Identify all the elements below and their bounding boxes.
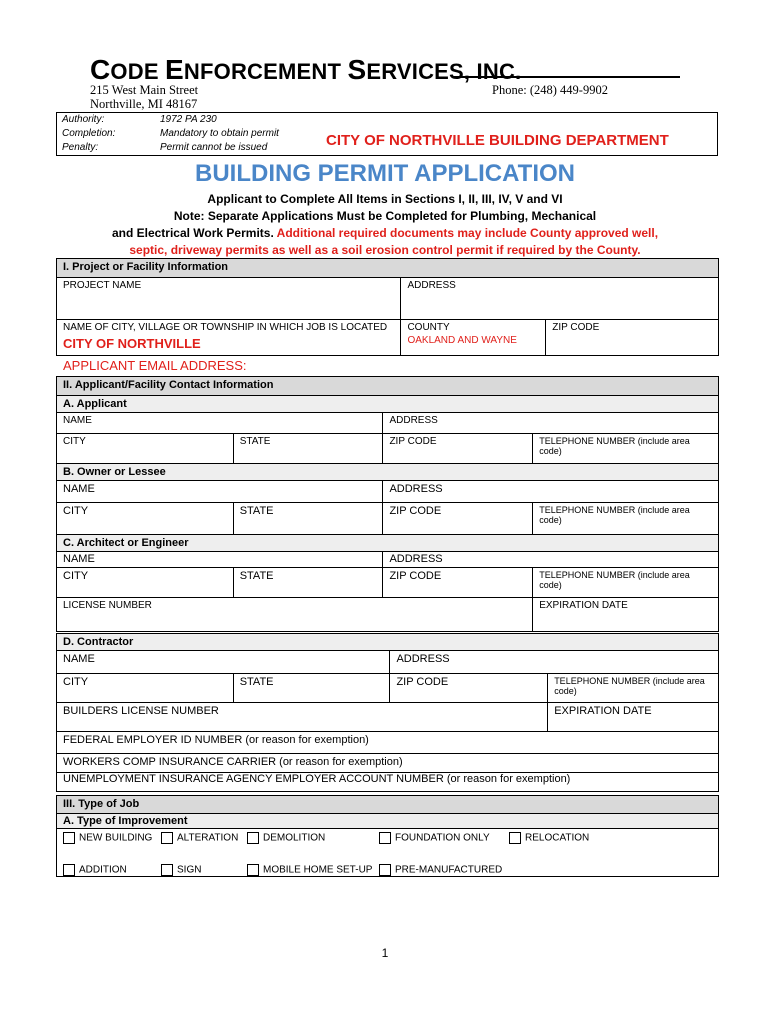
intro-line-4: septic, driveway permits as well as a soil erosion control permit if required by the County. xyxy=(129,243,641,257)
company-phone: Phone: (248) 449-9902 xyxy=(492,83,608,97)
applicant-name-field[interactable]: NAME xyxy=(57,413,383,434)
contractor-address-field[interactable]: ADDRESS xyxy=(390,651,719,674)
page-number: 1 xyxy=(381,946,389,960)
foundation-only-checkbox[interactable] xyxy=(379,832,391,844)
section-3-title: III. Type of Job xyxy=(57,796,719,814)
improvement-subtitle: A. Type of Improvement xyxy=(57,814,719,829)
architect-phone-field[interactable]: TELEPHONE NUMBER (include area code) xyxy=(533,568,719,598)
option-alteration[interactable]: ALTERATION xyxy=(161,832,238,844)
option-addition[interactable]: ADDITION xyxy=(63,864,127,876)
zip-field[interactable]: ZIP CODE xyxy=(546,320,719,356)
architect-city-field[interactable]: CITY xyxy=(57,568,234,598)
addition-checkbox[interactable] xyxy=(63,864,75,876)
intro-line-3: and Electrical Work Permits. Additional required documents may include County approved well, xyxy=(111,226,659,240)
contractor-subtitle: D. Contractor xyxy=(57,634,719,651)
county-value: OAKLAND AND WAYNE xyxy=(407,335,517,346)
section-2-table xyxy=(56,376,719,632)
page-title: BUILDING PERMIT APPLICATION xyxy=(195,160,575,187)
contractor-name-field[interactable]: NAME xyxy=(57,651,390,674)
intro-line-1: Applicant to Complete All Items in Sections I, II, III, IV, V and VI xyxy=(207,192,563,206)
applicant-state-field[interactable]: STATE xyxy=(233,434,383,464)
department-title: CITY OF NORTHVILLE BUILDING DEPARTMENT xyxy=(326,132,669,149)
intro-line-2: Note: Separate Applications Must be Completed for Plumbing, Mechanical xyxy=(173,209,597,223)
contractor-expiration-field[interactable]: EXPIRATION DATE xyxy=(548,703,719,732)
pre-manufactured-checkbox[interactable] xyxy=(379,864,391,876)
penalty-label: Penalty: xyxy=(62,142,99,153)
architect-expiration-field[interactable]: EXPIRATION DATE xyxy=(533,598,719,632)
section-1-title: I. Project or Facility Information xyxy=(57,259,719,278)
completion-label: Completion: xyxy=(62,128,116,139)
project-address-field[interactable]: ADDRESS xyxy=(401,278,719,320)
owner-address-field[interactable]: ADDRESS xyxy=(383,481,719,503)
contractor-city-field[interactable]: CITY xyxy=(57,674,234,703)
authority-label: Authority: xyxy=(62,114,105,125)
architect-name-field[interactable]: NAME xyxy=(57,552,383,568)
option-mobile-home[interactable]: MOBILE HOME SET-UP xyxy=(247,864,372,876)
relocation-checkbox[interactable] xyxy=(509,832,521,844)
mobile-home-checkbox[interactable] xyxy=(247,864,259,876)
owner-state-field[interactable]: STATE xyxy=(233,503,383,535)
applicant-phone-field[interactable]: TELEPHONE NUMBER (include area code) xyxy=(533,434,719,464)
architect-state-field[interactable]: STATE xyxy=(233,568,383,598)
alteration-checkbox[interactable] xyxy=(161,832,173,844)
county-label: COUNTY xyxy=(407,322,450,333)
applicant-subtitle: A. Applicant xyxy=(57,396,719,413)
architect-zip-field[interactable]: ZIP CODE xyxy=(383,568,533,598)
penalty-value: Permit cannot be issued xyxy=(160,142,268,153)
sign-checkbox[interactable] xyxy=(161,864,173,876)
option-sign[interactable]: SIGN xyxy=(161,864,201,876)
unemployment-field[interactable]: UNEMPLOYMENT INSURANCE AGENCY EMPLOYER ACCOUNT NUMBER (or reason for exemption) xyxy=(57,773,719,792)
option-relocation[interactable]: RELOCATION xyxy=(509,832,589,844)
new-building-checkbox[interactable] xyxy=(63,832,75,844)
architect-subtitle: C. Architect or Engineer xyxy=(57,535,719,552)
owner-zip-field[interactable]: ZIP CODE xyxy=(383,503,533,535)
completion-value: Mandatory to obtain permit xyxy=(160,128,279,139)
architect-license-field[interactable]: LICENSE NUMBER xyxy=(57,598,533,632)
owner-phone-field[interactable]: TELEPHONE NUMBER (include area code) xyxy=(533,503,719,535)
applicant-email-field[interactable]: APPLICANT EMAIL ADDRESS: xyxy=(57,356,719,377)
contractor-zip-field[interactable]: ZIP CODE xyxy=(390,674,548,703)
header-rule xyxy=(452,76,680,78)
section-1-table xyxy=(56,258,719,377)
city-field[interactable] xyxy=(57,320,401,356)
demolition-checkbox[interactable] xyxy=(247,832,259,844)
authority-value: 1972 PA 230 xyxy=(160,114,217,125)
section-2-title: II. Applicant/Facility Contact Information xyxy=(57,377,719,396)
federal-id-field[interactable]: FEDERAL EMPLOYER ID NUMBER (or reason for exemption) xyxy=(57,732,719,754)
owner-name-field[interactable]: NAME xyxy=(57,481,383,503)
option-new-building[interactable]: NEW BUILDING xyxy=(63,832,152,844)
project-name-field[interactable]: PROJECT NAME xyxy=(57,278,401,320)
company-city: Northville, MI 48167 xyxy=(90,97,198,111)
contractor-table xyxy=(56,633,719,792)
option-foundation-only[interactable]: FOUNDATION ONLY xyxy=(379,832,490,844)
company-name: CODE ENFORCEMENT SERVICES, INC. xyxy=(90,54,522,85)
contractor-phone-field[interactable]: TELEPHONE NUMBER (include area code) xyxy=(548,674,719,703)
company-street: 215 West Main Street xyxy=(90,83,199,97)
owner-city-field[interactable]: CITY xyxy=(57,503,234,535)
option-pre-manufactured[interactable]: PRE-MANUFACTURED xyxy=(379,864,502,876)
improvement-options xyxy=(57,829,719,877)
section-3-table xyxy=(56,795,719,877)
architect-address-field[interactable]: ADDRESS xyxy=(383,552,719,568)
contractor-state-field[interactable]: STATE xyxy=(233,674,390,703)
city-label: NAME OF CITY, VILLAGE OR TOWNSHIP IN WHICH JOB IS LOCATED xyxy=(63,322,388,333)
workers-comp-field[interactable]: WORKERS COMP INSURANCE CARRIER (or reason for exemption) xyxy=(57,754,719,773)
builders-license-field[interactable]: BUILDERS LICENSE NUMBER xyxy=(57,703,548,732)
option-demolition[interactable]: DEMOLITION xyxy=(247,832,325,844)
owner-subtitle: B. Owner or Lessee xyxy=(57,464,719,481)
applicant-city-field[interactable]: CITY xyxy=(57,434,234,464)
applicant-address-field[interactable]: ADDRESS xyxy=(383,413,719,434)
county-field[interactable] xyxy=(401,320,546,356)
applicant-zip-field[interactable]: ZIP CODE xyxy=(383,434,533,464)
city-value: CITY OF NORTHVILLE xyxy=(63,336,201,351)
